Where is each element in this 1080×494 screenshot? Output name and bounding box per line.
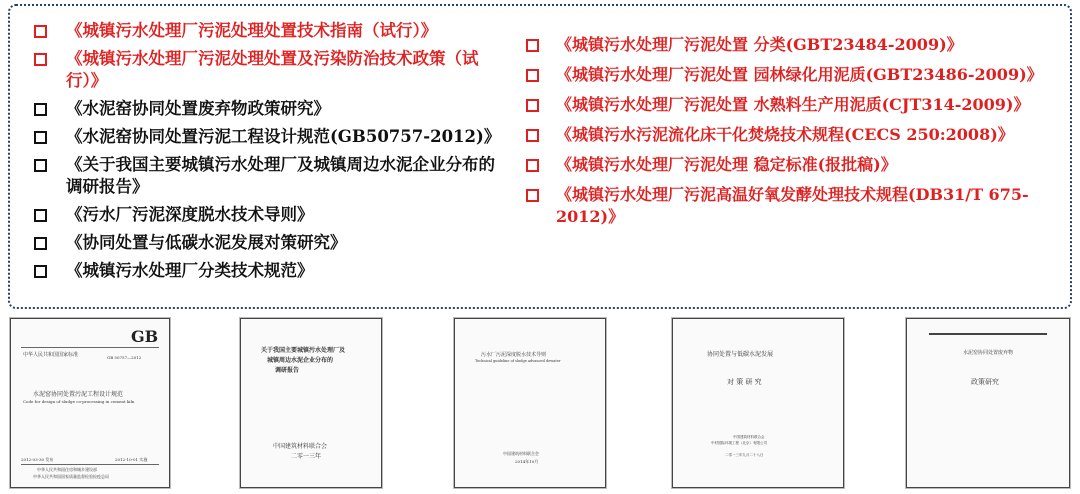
checkbox-square-icon bbox=[526, 99, 539, 112]
checkbox-square-icon bbox=[526, 39, 539, 52]
thumb-title-line-2: 城镇周边水泥企业分布的 bbox=[267, 357, 334, 364]
standard-title: 《城镇污水处理厂污泥处理处置及污染防治技术政策（试行）》 bbox=[66, 49, 479, 90]
standard-list-item bbox=[526, 94, 1071, 116]
standard-list-item bbox=[526, 184, 1071, 228]
standards-list-frame bbox=[8, 4, 1072, 309]
checkbox-square-icon bbox=[34, 159, 47, 172]
standard-title: 《关于我国主要城镇污水处理厂及城镇周边水泥企业分布的调研报告》 bbox=[66, 155, 495, 196]
thumb-title: 协同处置与低碳水泥发展 bbox=[707, 351, 774, 358]
thumb-header: 水泥窑协同处置废弃物 bbox=[963, 350, 1014, 356]
document-thumbnail-low-carbon-cement[interactable] bbox=[672, 318, 844, 488]
standard-title: 《水泥窑协同处置废弃物政策研究》 bbox=[66, 99, 330, 118]
document-thumbnail-policy-research[interactable] bbox=[906, 318, 1070, 488]
thumb-title: 政策研究 bbox=[971, 378, 999, 386]
standard-title: 《城镇污水处理厂污泥处置 水熟料生产用泥质(CJT314-2009)》 bbox=[556, 95, 1030, 114]
divider bbox=[929, 333, 1047, 335]
left-standards-list bbox=[32, 20, 502, 288]
standard-list-item bbox=[32, 98, 502, 120]
standard-title: 《城镇污水处理厂污泥处理 稳定标准(报批稿)》 bbox=[556, 155, 897, 174]
thumb-issuer-2: 中华人民共和国国家质量监督检验检疫总局 bbox=[33, 474, 109, 479]
thumb-org: 中国建筑材料联合会 bbox=[273, 443, 328, 450]
standard-list-item bbox=[32, 20, 502, 42]
checkbox-square-icon bbox=[34, 25, 47, 38]
checkbox-square-icon bbox=[34, 53, 47, 66]
thumb-title: 水泥窑协同处置污泥工程设计规范 bbox=[33, 391, 124, 398]
standard-list-item bbox=[32, 204, 502, 226]
thumb-org-1: 中国建筑材料联合会 bbox=[733, 435, 765, 439]
divider bbox=[21, 347, 159, 348]
document-thumbnail-gb50757[interactable] bbox=[10, 318, 170, 488]
right-standards-list bbox=[526, 34, 1071, 236]
checkbox-square-icon bbox=[34, 209, 47, 222]
thumb-subtitle: Technical guideline of sludge advanced dewater bbox=[475, 359, 561, 363]
thumb-date: 二零一三年九月二十八日 bbox=[725, 453, 764, 457]
thumb-title-line-3: 调研报告 bbox=[275, 367, 300, 374]
standard-list-item bbox=[526, 64, 1071, 86]
thumb-date: 2014年10月 bbox=[515, 459, 539, 464]
standard-title: 《城镇污水污泥流化床干化焚烧技术规程(CECS 250:2008)》 bbox=[556, 125, 1014, 144]
divider bbox=[21, 464, 159, 465]
standard-title: 《城镇污水处理厂污泥处置 分类(GBT23484-2009)》 bbox=[556, 35, 963, 54]
standard-title: 《污水厂污泥深度脱水技术导则》 bbox=[66, 205, 314, 224]
standard-title: 《城镇污水处理厂污泥高温好氧发酵处理技术规程(DB31/T 675-2012)》 bbox=[556, 185, 1029, 226]
standard-title: 《城镇污水处理厂分类技术规范》 bbox=[66, 261, 314, 280]
thumb-org: 中国建筑材料联合会 bbox=[503, 451, 539, 456]
standard-title: 《城镇污水处理厂污泥处理处置技术指南（试行）》 bbox=[66, 21, 438, 40]
thumb-org: 中华人民共和国国家标准 bbox=[23, 352, 79, 358]
thumb-code: GB 50757—2012 bbox=[107, 355, 142, 360]
thumb-date-right: 2012-10-01 实施 bbox=[115, 457, 148, 462]
thumb-subtitle: Code for design of sludge co-processing in cement kiln bbox=[23, 399, 135, 404]
standard-list-item bbox=[32, 48, 502, 92]
standard-title: 《水泥窑协同处置污泥工程设计规范(GB50757-2012)》 bbox=[66, 127, 501, 146]
thumb-title: 污水厂污泥深度脱水技术导则 bbox=[481, 352, 547, 358]
checkbox-square-icon bbox=[34, 103, 47, 116]
standard-list-item bbox=[32, 260, 502, 282]
thumb-issuer-1: 中华人民共和国住房和城乡建设部 bbox=[37, 467, 97, 472]
document-thumbnail-dewater-guideline[interactable] bbox=[454, 318, 606, 488]
thumb-title-2: 对 策 研 究 bbox=[727, 378, 762, 386]
thumb-date-left: 2012-03-30 发布 bbox=[21, 457, 54, 462]
checkbox-square-icon bbox=[34, 131, 47, 144]
checkbox-square-icon bbox=[526, 189, 539, 202]
standard-list-item bbox=[526, 124, 1071, 146]
standard-list-item bbox=[32, 154, 502, 198]
checkbox-square-icon bbox=[34, 265, 47, 278]
checkbox-square-icon bbox=[526, 159, 539, 172]
gb-logo: GB bbox=[131, 327, 159, 346]
thumb-org-2: 中材国际环境工程（北京）有限公司 bbox=[711, 441, 767, 445]
standard-title: 《城镇污水处理厂污泥处置 园林绿化用泥质(GBT23486-2009)》 bbox=[556, 65, 1043, 84]
checkbox-square-icon bbox=[526, 69, 539, 82]
standard-list-item bbox=[32, 126, 502, 148]
thumb-title-line-1: 关于我国主要城镇污水处理厂及 bbox=[261, 347, 346, 354]
thumb-date: 二零一三年 bbox=[291, 453, 322, 460]
document-thumbnail-survey-report[interactable] bbox=[240, 318, 382, 488]
standard-list-item bbox=[526, 154, 1071, 176]
checkbox-square-icon bbox=[526, 129, 539, 142]
standard-title: 《协同处置与低碳水泥发展对策研究》 bbox=[66, 233, 347, 252]
standard-list-item bbox=[526, 34, 1071, 56]
checkbox-square-icon bbox=[34, 237, 47, 250]
standard-list-item bbox=[32, 232, 502, 254]
